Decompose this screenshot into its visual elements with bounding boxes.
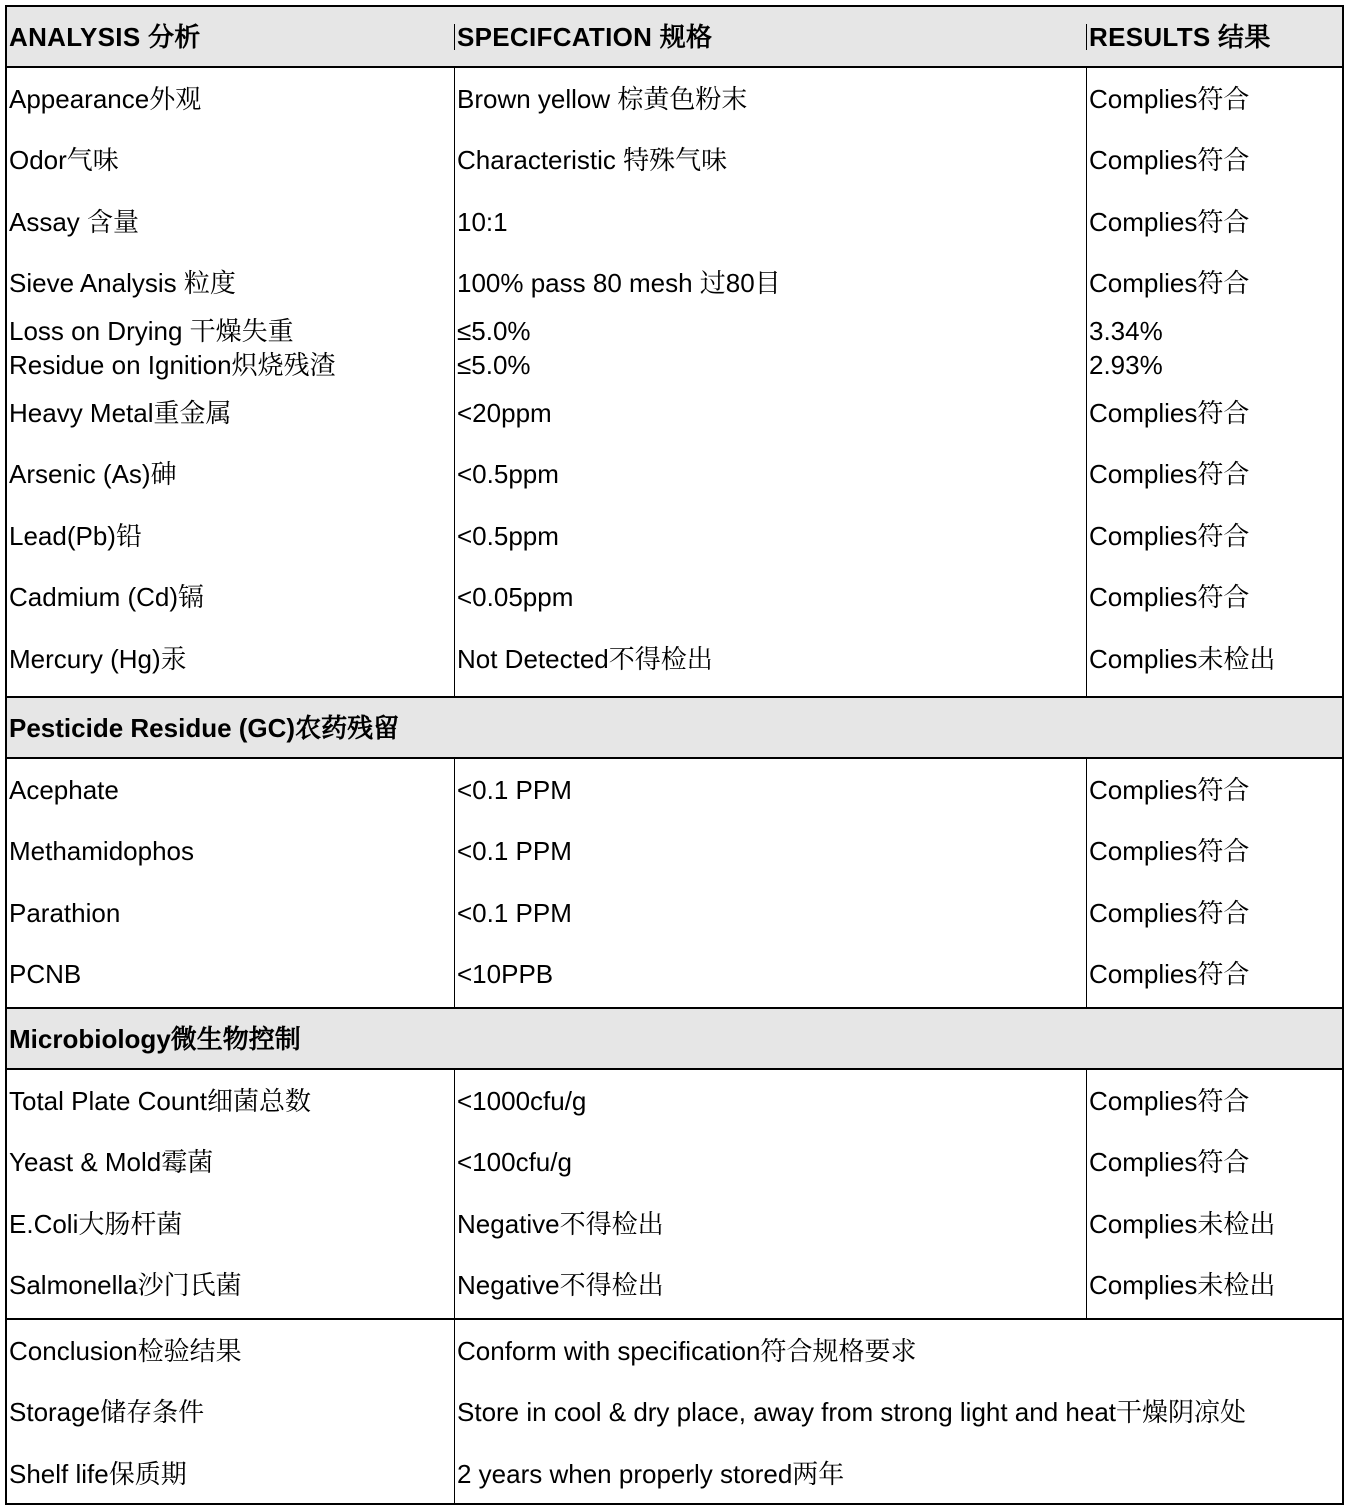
table-cell: Acephate: [9, 774, 119, 805]
table-cell: Complies未检出: [1089, 1270, 1276, 1301]
table-cell: Complies符合: [1089, 959, 1250, 990]
table-cell: Sieve Analysis 粒度: [9, 268, 236, 299]
table-cell: Complies符合: [1089, 897, 1250, 928]
header-specification: SPECIFCATION 规格: [455, 24, 1087, 50]
table-cell: <0.5ppm: [457, 520, 559, 551]
table-cell: <20ppm: [457, 397, 552, 428]
table-cell: Complies未检出: [1089, 643, 1276, 674]
table-cell: Brown yellow 棕黄色粉末: [457, 83, 748, 114]
table-cell: Odor气味: [9, 145, 119, 176]
table-cell: 3.34%: [1089, 316, 1163, 346]
basic-spec-column: [455, 68, 1087, 696]
table-cell: Shelf life保质期: [9, 1458, 187, 1489]
table-cell: Complies符合: [1089, 582, 1250, 613]
footer-block: [5, 1318, 1344, 1505]
table-cell: 2 years when properly stored两年: [457, 1458, 845, 1489]
basic-result-column: [1087, 68, 1342, 696]
micro-result-column: [1087, 1070, 1342, 1318]
header-analysis: ANALYSIS 分析: [7, 24, 455, 50]
table-cell: Complies符合: [1089, 83, 1250, 114]
table-cell: Not Detected不得检出: [457, 643, 713, 674]
table-cell: <0.5ppm: [457, 459, 559, 490]
table-cell: Yeast & Mold霉菌: [9, 1147, 214, 1178]
basic-block: [5, 68, 1344, 696]
header-results: RESULTS 结果: [1089, 21, 1271, 52]
table-cell: Salmonella沙门氏菌: [9, 1270, 242, 1301]
table-cell: Arsenic (As)砷: [9, 459, 177, 490]
table-cell: Heavy Metal重金属: [9, 397, 232, 428]
pesticide-section-header: [5, 696, 1344, 759]
microbiology-section-header: [5, 1007, 1344, 1070]
table-cell: Store in cool & dry place, away from strong light and heat干燥阴凉处: [457, 1397, 1247, 1428]
table-cell: 100% pass 80 mesh 过80目: [457, 268, 781, 299]
table-cell: Complies未检出: [1089, 1208, 1276, 1239]
table-cell: <1000cfu/g: [457, 1085, 587, 1116]
table-cell: 10:1: [457, 206, 508, 237]
table-cell: Residue on Ignition炽烧残渣: [9, 350, 336, 380]
table-cell: Lead(Pb)铅: [9, 520, 142, 551]
table-cell: Complies符合: [1089, 774, 1250, 805]
table-cell: Characteristic 特殊气味: [457, 145, 728, 176]
table-cell: Complies符合: [1089, 459, 1250, 490]
table-cell: Complies符合: [1089, 520, 1250, 551]
pesticide-spec-column: [455, 759, 1087, 1007]
table-cell: <10PPB: [457, 959, 554, 990]
table-cell: Conclusion检验结果: [9, 1335, 242, 1366]
table-cell: 2.93%: [1089, 350, 1163, 380]
table-cell: Assay 含量: [9, 206, 140, 237]
table-header: [5, 5, 1344, 68]
footer-value-column: [455, 1320, 1342, 1503]
table-cell: Complies符合: [1089, 268, 1250, 299]
table-cell: <0.1 PPM: [457, 897, 572, 928]
footer-label-column: [7, 1320, 455, 1503]
section-title: Microbiology微生物控制: [9, 1023, 301, 1054]
table-cell: Complies符合: [1089, 1085, 1250, 1116]
table-cell: Conform with specification符合规格要求: [457, 1335, 917, 1366]
micro-analysis-column: [7, 1070, 455, 1318]
table-cell: Complies符合: [1089, 397, 1250, 428]
table-cell: Methamidophos: [9, 836, 194, 867]
table-cell: Storage储存条件: [9, 1397, 205, 1428]
table-cell: ≤5.0%: [457, 316, 531, 346]
microbiology-block: [5, 1070, 1344, 1318]
table-cell: <0.1 PPM: [457, 774, 572, 805]
table-cell: Total Plate Count细菌总数: [9, 1085, 312, 1116]
basic-analysis-column: [7, 68, 455, 696]
table-cell: Complies符合: [1089, 145, 1250, 176]
pesticide-analysis-column: [7, 759, 455, 1007]
table-cell: Complies符合: [1089, 206, 1250, 237]
pesticide-result-column: [1087, 759, 1342, 1007]
table-cell: Cadmium (Cd)镉: [9, 582, 205, 613]
pesticide-block: [5, 759, 1344, 1007]
table-cell: Mercury (Hg)汞: [9, 643, 187, 674]
table-cell: <100cfu/g: [457, 1147, 572, 1178]
coa-table: [5, 5, 1344, 1505]
table-cell: Negative不得检出: [457, 1208, 664, 1239]
table-cell: E.Coli大肠杆菌: [9, 1208, 183, 1239]
table-cell: ≤5.0%: [457, 350, 531, 380]
table-cell: <0.1 PPM: [457, 836, 572, 867]
micro-spec-column: [455, 1070, 1087, 1318]
table-cell: Negative不得检出: [457, 1270, 664, 1301]
table-cell: PCNB: [9, 959, 82, 990]
table-cell: Parathion: [9, 897, 121, 928]
table-cell: Complies符合: [1089, 1147, 1250, 1178]
table-cell: Loss on Drying 干燥失重: [9, 316, 294, 346]
table-cell: Appearance外观: [9, 83, 202, 114]
section-title: Pesticide Residue (GC)农药残留: [9, 712, 400, 743]
table-cell: <0.05ppm: [457, 582, 574, 613]
table-cell: Complies符合: [1089, 836, 1250, 867]
